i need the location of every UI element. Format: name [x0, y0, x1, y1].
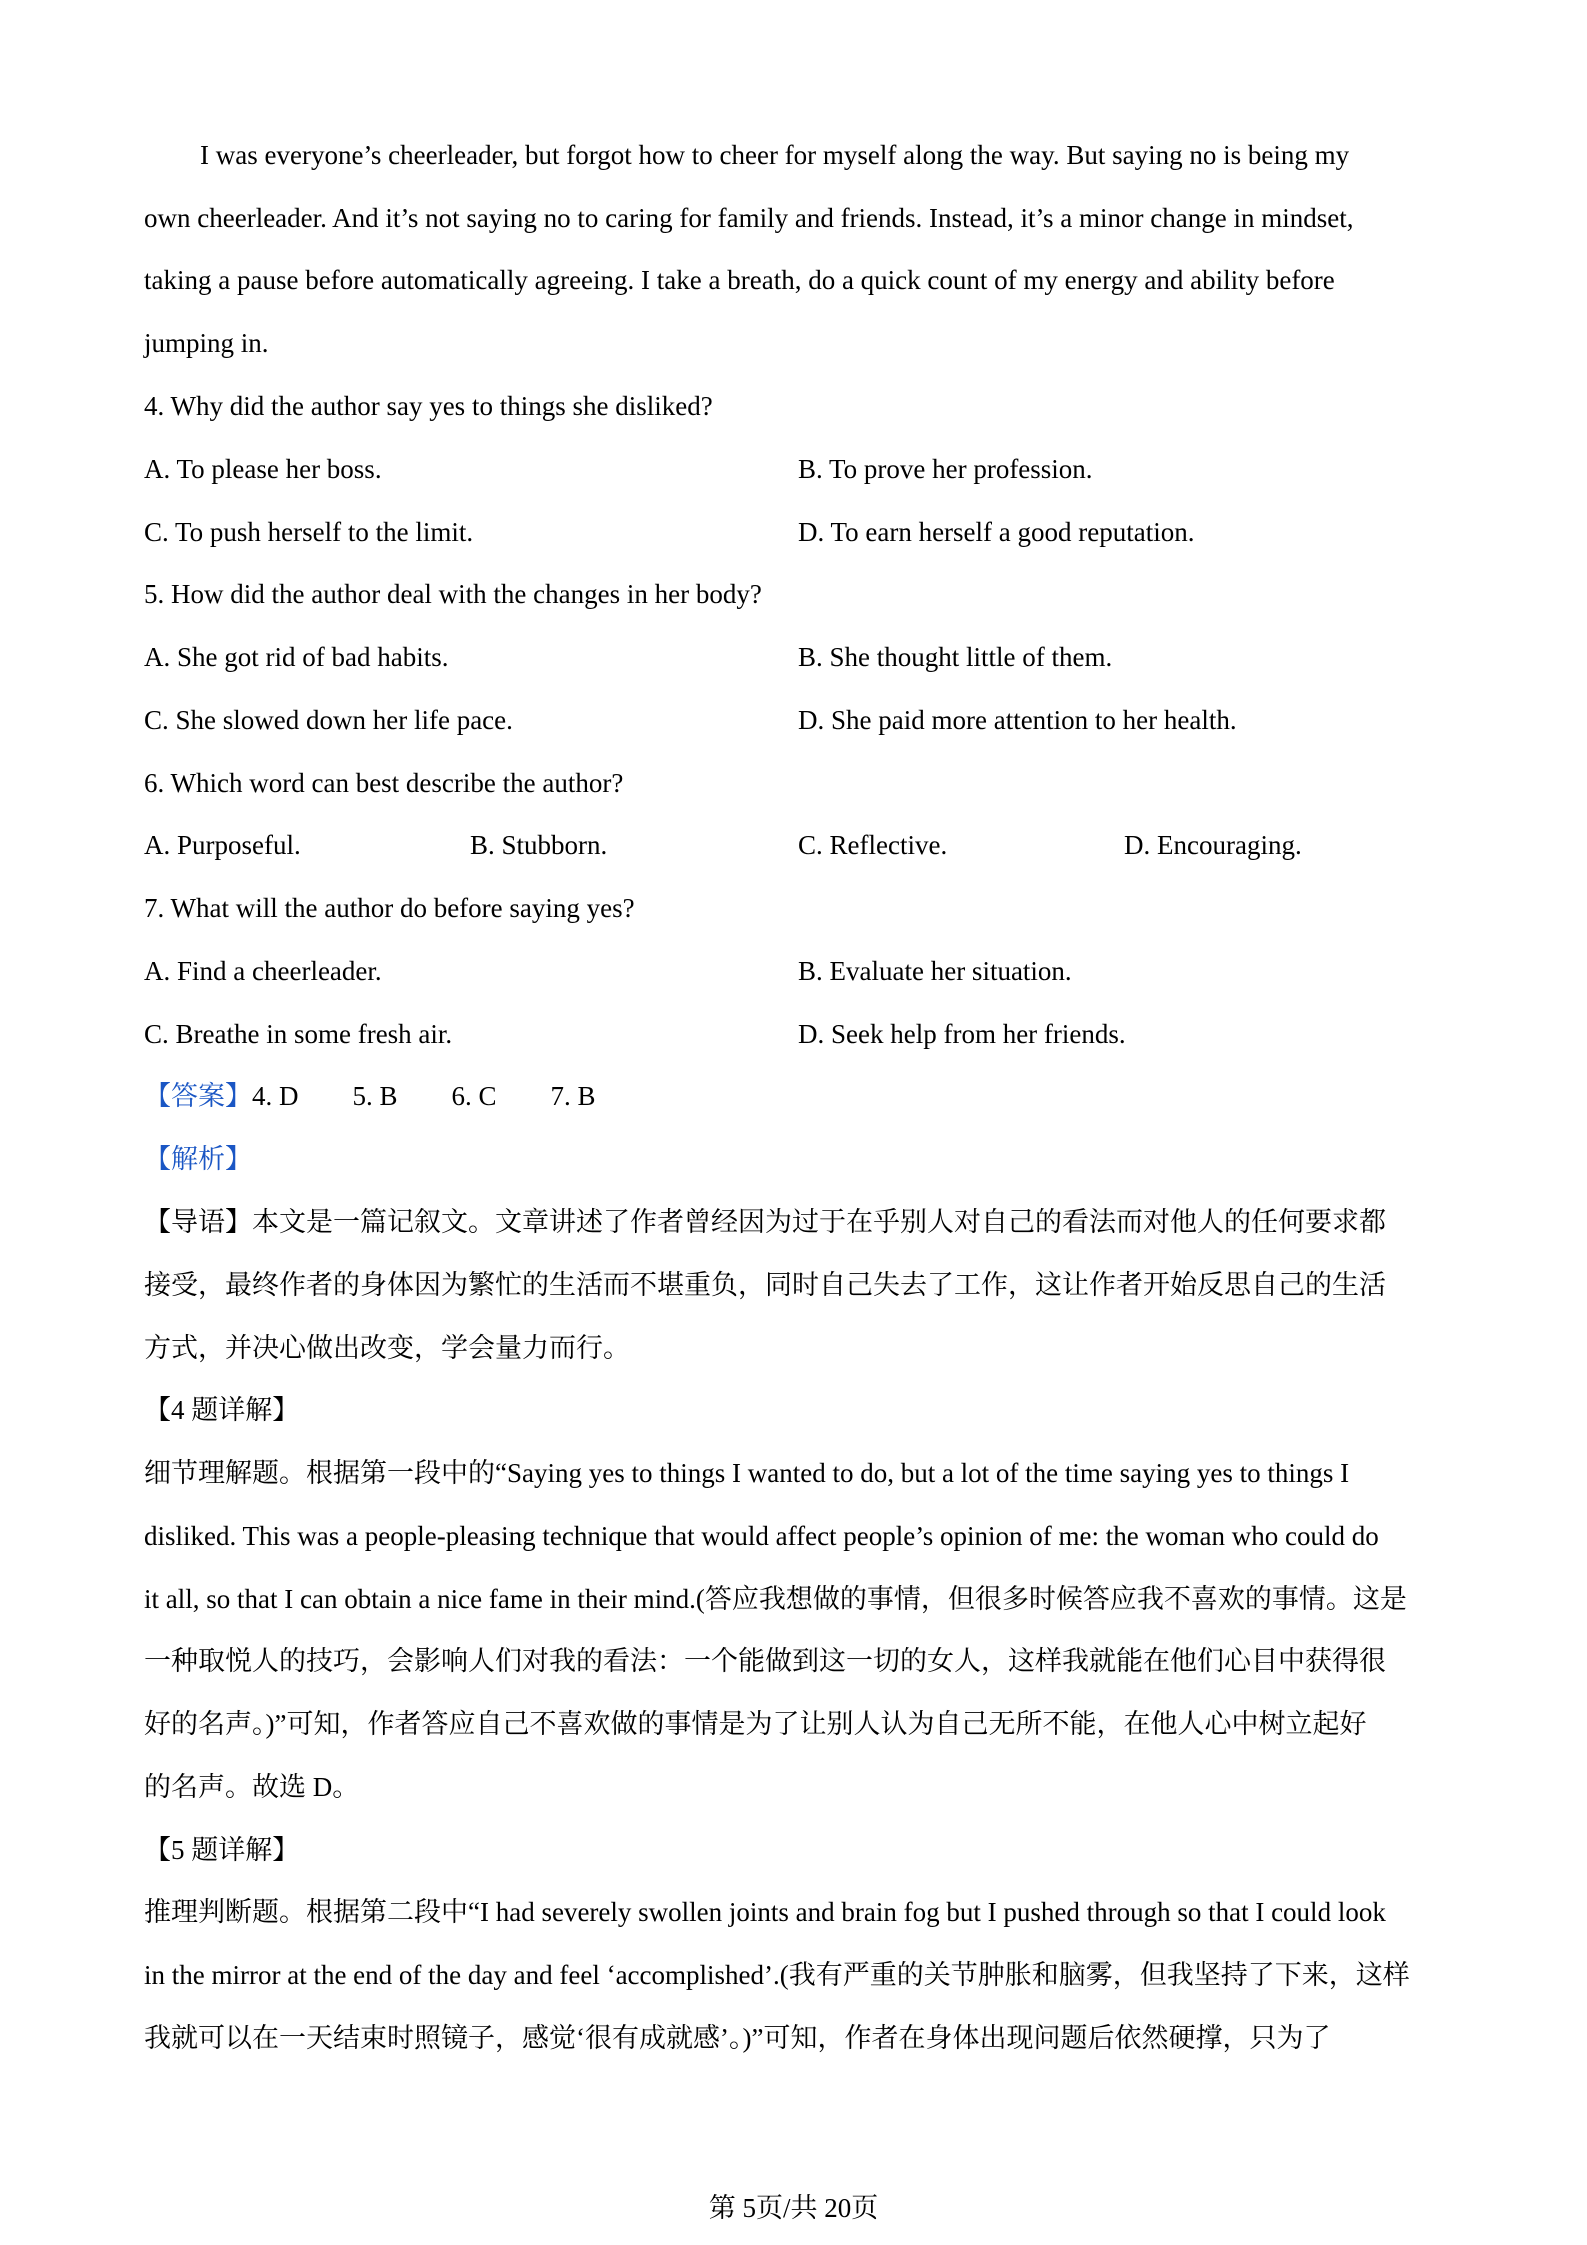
answer-label: 【答案】	[144, 1081, 252, 1111]
question-4-stem: 4. Why did the author say yes to things she disliked?	[144, 391, 713, 421]
detail-4-heading: 【4 题详解】	[144, 1395, 300, 1425]
question-6-option-a: A. Purposeful.	[144, 830, 301, 860]
question-7-option-a: A. Find a cheerleader.	[144, 956, 382, 986]
page-number-footer: 第 5页/共 20页	[708, 2193, 879, 2223]
question-6-option-b: B. Stubborn.	[470, 830, 608, 860]
question-4-option-b: B. To prove her profession.	[798, 454, 1093, 484]
question-6-option-d: D. Encouraging.	[1124, 830, 1302, 860]
question-4-option-c: C. To push herself to the limit.	[144, 517, 474, 547]
intro-line-2: 接受，最终作者的身体因为繁忙的生活而不堪重负，同时自己失去了工作，这让作者开始反思自己的生活	[144, 1270, 1386, 1300]
question-5-option-d: D. She paid more attention to her health.	[798, 705, 1237, 735]
question-6-stem: 6. Which word can best describe the author?	[144, 768, 624, 798]
passage-line-2: own cheerleader. And it’s not saying no to caring for family and friends. Instead, it’s a minor change in mindset,	[144, 203, 1354, 233]
answer-row	[144, 1078, 596, 1114]
detail-4-line-5: 好的名声。)”可知，作者答应自己不喜欢做的事情是为了让别人认为自己无所不能，在他人心中树立起好	[144, 1709, 1367, 1739]
question-7-stem: 7. What will the author do before saying yes?	[144, 893, 635, 923]
passage-line-4: jumping in.	[144, 328, 269, 358]
question-7-option-b: B. Evaluate her situation.	[798, 956, 1072, 986]
analysis-label: 【解析】	[144, 1144, 252, 1174]
intro-line-3: 方式，并决心做出改变，学会量力而行。	[144, 1333, 630, 1363]
detail-5-line-3: 我就可以在一天结束时照镜子，感觉‘很有成就感’。)”可知，作者在身体出现问题后依然硬撑，只为了	[144, 2023, 1331, 2053]
question-7-option-d: D. Seek help from her friends.	[798, 1019, 1126, 1049]
question-5-option-b: B. She thought little of them.	[798, 642, 1113, 672]
answer-item: 5. B	[352, 1081, 398, 1111]
question-5-option-a: A. She got rid of bad habits.	[144, 642, 449, 672]
detail-4-line-6: 的名声。故选 D。	[144, 1772, 360, 1802]
detail-5-heading: 【5 题详解】	[144, 1835, 300, 1865]
question-5-stem: 5. How did the author deal with the changes in her body?	[144, 579, 762, 609]
passage-line-3: taking a pause before automatically agreeing. I take a breath, do a quick count of my energy and ability before	[144, 265, 1335, 295]
detail-5-line-2: in the mirror at the end of the day and feel ‘accomplished’.(我有严重的关节肿胀和脑雾，但我坚持了下来，这样	[144, 1960, 1410, 1990]
question-4-option-d: D. To earn herself a good reputation.	[798, 517, 1195, 547]
answer-item: 4. D	[252, 1081, 299, 1111]
question-5-option-c: C. She slowed down her life pace.	[144, 705, 513, 735]
answer-item: 6. C	[451, 1081, 497, 1111]
detail-4-line-1: 细节理解题。根据第一段中的“Saying yes to things I wanted to do, but a lot of the time saying yes to things I	[144, 1458, 1350, 1488]
detail-4-line-4: 一种取悦人的技巧，会影响人们对我的看法：一个能做到这一切的女人，这样我就能在他们心目中获得很	[144, 1646, 1386, 1676]
question-4-option-a: A. To please her boss.	[144, 454, 382, 484]
question-7-option-c: C. Breathe in some fresh air.	[144, 1019, 453, 1049]
question-6-option-c: C. Reflective.	[798, 830, 948, 860]
intro-line-1: 【导语】本文是一篇记叙文。文章讲述了作者曾经因为过于在乎别人对自己的看法而对他人的任何要求都	[144, 1207, 1386, 1237]
passage-line-1: I was everyone’s cheerleader, but forgot how to cheer for myself along the way. But saying no is being my	[200, 140, 1350, 170]
detail-4-line-2: disliked. This was a people-pleasing technique that would affect people’s opinion of me: the woman who could do	[144, 1521, 1379, 1551]
detail-5-line-1: 推理判断题。根据第二段中“I had severely swollen joints and brain fog but I pushed through so that I could look	[144, 1897, 1386, 1927]
detail-4-line-3: it all, so that I can obtain a nice fame in their mind.(答应我想做的事情，但很多时候答应我不喜欢的事情。这是	[144, 1584, 1407, 1614]
answer-item: 7. B	[550, 1081, 596, 1111]
